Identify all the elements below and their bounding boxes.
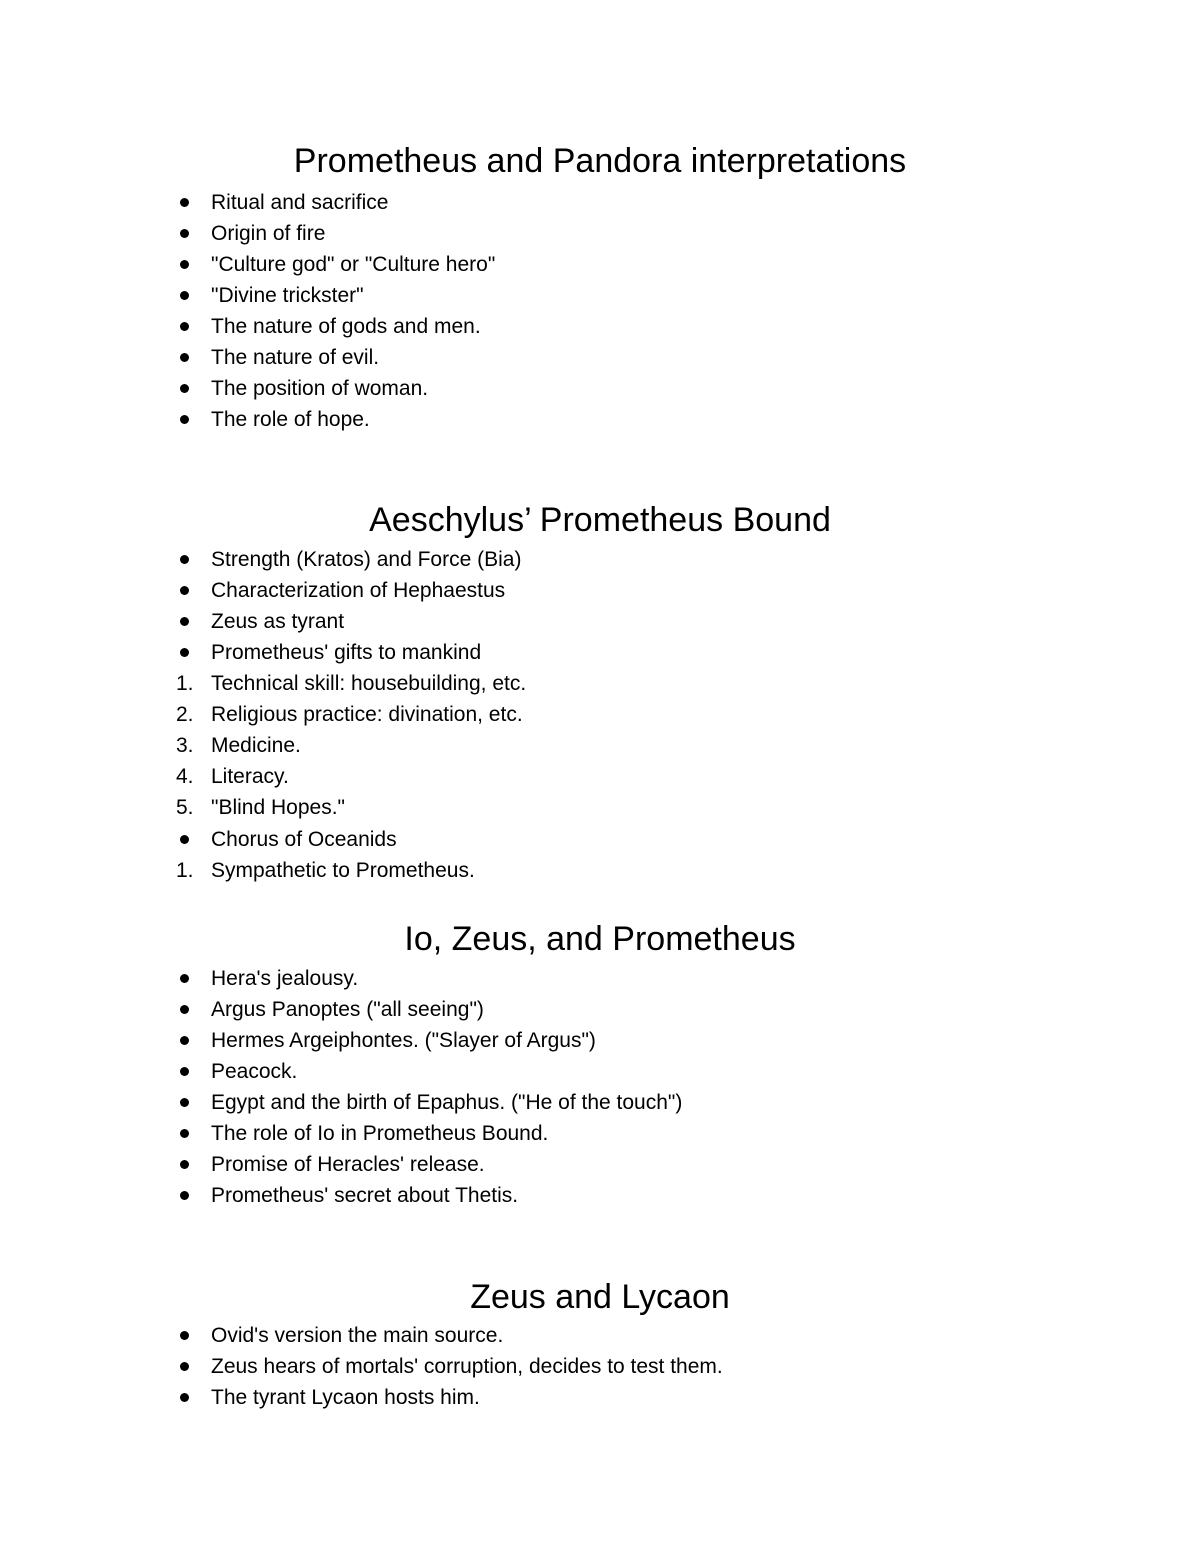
list-item	[0, 280, 1200, 311]
list-number: 1.	[176, 859, 194, 882]
bullet-icon	[180, 229, 189, 238]
list-item-text: The nature of gods and men.	[211, 315, 481, 338]
section-title: Aeschylus’ Prometheus Bound	[369, 501, 831, 539]
list-item	[0, 668, 1200, 699]
list-item	[0, 855, 1200, 886]
bullet-icon	[180, 1331, 189, 1340]
list-item-text: Zeus as tyrant	[211, 610, 345, 633]
list-item-text: Chorus of Oceanids	[211, 828, 397, 851]
list-item	[0, 824, 1200, 855]
list-item	[0, 1118, 1200, 1149]
bullet-icon	[180, 617, 189, 626]
bullet-icon	[180, 555, 189, 564]
list-item	[0, 187, 1200, 218]
bullet-icon	[180, 1160, 189, 1169]
list-item-text: Hermes Argeiphontes. ("Slayer of Argus")	[211, 1029, 596, 1052]
list-item	[0, 311, 1200, 342]
list-number: 5.	[176, 796, 194, 819]
bullet-icon	[180, 1036, 189, 1045]
list-item	[0, 1320, 1200, 1351]
list-number: 1.	[176, 672, 194, 695]
list-item-text: Prometheus' secret about Thetis.	[211, 1184, 519, 1207]
list-item	[0, 1025, 1200, 1056]
list-item	[0, 1351, 1200, 1382]
list-item-text: The tyrant Lycaon hosts him.	[211, 1386, 480, 1409]
list-item-text: Peacock.	[211, 1060, 298, 1083]
list-item-text: "Blind Hopes."	[211, 796, 345, 819]
bullet-icon	[180, 353, 189, 362]
bullet-icon	[180, 835, 189, 844]
list-item	[0, 994, 1200, 1025]
bullet-icon	[180, 291, 189, 300]
list-item	[0, 761, 1200, 792]
bullet-icon	[180, 198, 189, 207]
bullet-icon	[180, 1067, 189, 1076]
bullet-icon	[180, 1005, 189, 1014]
list-item-text: Promise of Heracles' release.	[211, 1153, 485, 1176]
list-item	[0, 1056, 1200, 1087]
list-item	[0, 249, 1200, 280]
list-item	[0, 963, 1200, 994]
list-item-text: Ritual and sacrifice	[211, 191, 389, 214]
list-item	[0, 218, 1200, 249]
list-number: 4.	[176, 765, 194, 788]
list-item-text: Sympathetic to Prometheus.	[211, 859, 475, 882]
bullet-icon	[180, 384, 189, 393]
list-item-text: Zeus hears of mortals' corruption, decides to test them.	[211, 1355, 723, 1378]
list-item-text: Hera's jealousy.	[211, 967, 359, 990]
list-item	[0, 1149, 1200, 1180]
list-item-text: Origin of fire	[211, 222, 326, 245]
bullet-icon	[180, 1129, 189, 1138]
bullet-icon	[180, 322, 189, 331]
list-item	[0, 606, 1200, 637]
list-item	[0, 404, 1200, 435]
bullet-icon	[180, 648, 189, 657]
list-item	[0, 575, 1200, 606]
list-item-text: Religious practice: divination, etc.	[211, 703, 523, 726]
bullet-icon	[180, 415, 189, 424]
list-item	[0, 1180, 1200, 1211]
section-title: Io, Zeus, and Prometheus	[404, 920, 796, 958]
bullet-icon	[180, 1191, 189, 1200]
bullet-icon	[180, 1393, 189, 1402]
list-item-text: Argus Panoptes ("all seeing")	[211, 998, 484, 1021]
list-item	[0, 637, 1200, 668]
list-number: 2.	[176, 703, 194, 726]
list-number: 3.	[176, 734, 194, 757]
section-title: Prometheus and Pandora interpretations	[293, 142, 907, 180]
list-item	[0, 342, 1200, 373]
list-item-text: Prometheus' gifts to mankind	[211, 641, 482, 664]
list-item-text: Egypt and the birth of Epaphus. ("He of the touch")	[211, 1091, 683, 1114]
list-item	[0, 1382, 1200, 1413]
list-item-text: "Divine trickster"	[211, 284, 364, 307]
list-item	[0, 373, 1200, 404]
list-item-text: The nature of evil.	[211, 346, 380, 369]
list-item-text: The position of woman.	[211, 377, 429, 400]
list-item	[0, 730, 1200, 761]
list-item	[0, 544, 1200, 575]
list-item-text: "Culture god" or "Culture hero"	[211, 253, 496, 276]
list-item-text: Literacy.	[211, 765, 289, 788]
list-item-text: The role of hope.	[211, 408, 370, 431]
list-item-text: Medicine.	[211, 734, 301, 757]
bullet-icon	[180, 974, 189, 983]
bullet-icon	[180, 260, 189, 269]
bullet-icon	[180, 1362, 189, 1371]
list-item-text: Ovid's version the main source.	[211, 1324, 504, 1347]
bullet-icon	[180, 1098, 189, 1107]
list-item	[0, 792, 1200, 823]
list-item-text: Characterization of Hephaestus	[211, 579, 506, 602]
list-item	[0, 699, 1200, 730]
list-item-text: The role of Io in Prometheus Bound.	[211, 1122, 549, 1145]
section-title: Zeus and Lycaon	[470, 1278, 730, 1316]
list-item-text: Strength (Kratos) and Force (Bia)	[211, 548, 522, 571]
list-item-text: Technical skill: housebuilding, etc.	[211, 672, 527, 695]
bullet-icon	[180, 586, 189, 595]
list-item	[0, 1087, 1200, 1118]
